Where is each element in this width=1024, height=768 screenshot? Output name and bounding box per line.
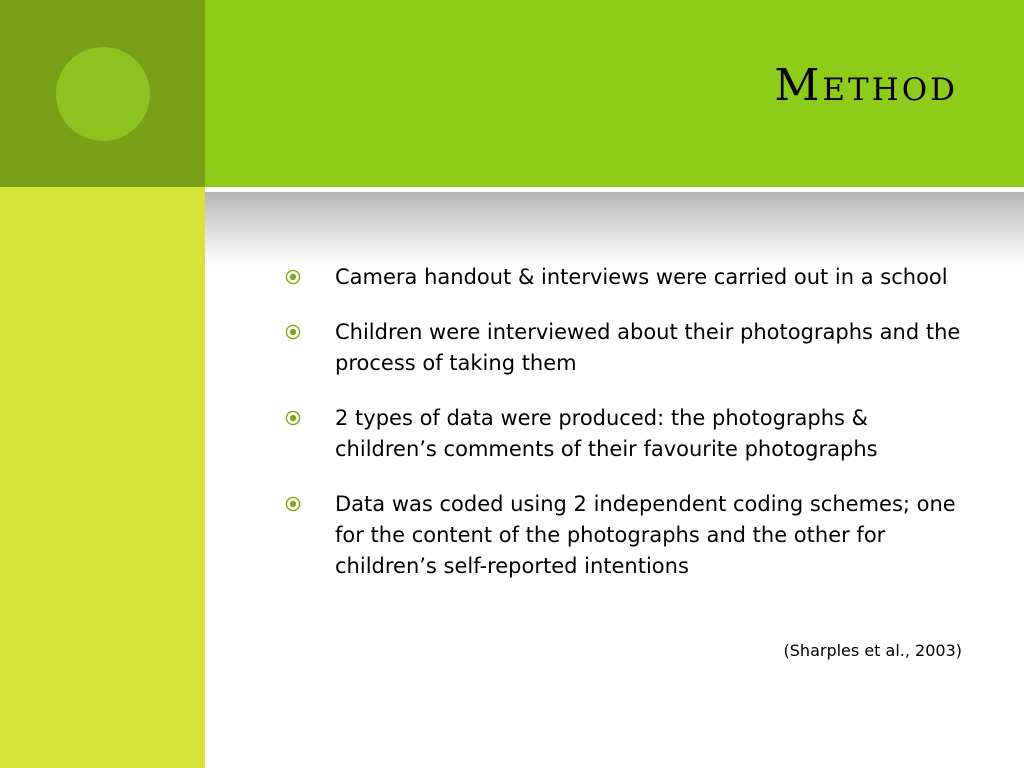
bullet-item (285, 262, 965, 293)
target-bullet-icon (285, 269, 301, 285)
decorative-circle (56, 47, 150, 141)
target-bullet-icon (285, 496, 301, 512)
target-bullet-icon (285, 410, 301, 426)
bullet-text: Camera handout & interviews were carried out in a school (335, 265, 948, 289)
slide-title: Method (774, 60, 958, 111)
target-bullet-icon (285, 324, 301, 340)
bullet-text: Data was coded using 2 independent coding schemes; one for the content of the photographs and the other for children’s self-reported intentions (335, 492, 956, 578)
bullet-text: Children were interviewed about their photographs and the process of taking them (335, 320, 961, 375)
bullet-list (285, 262, 965, 606)
shadow-band (205, 192, 1024, 267)
left-band (0, 187, 205, 768)
bullet-item (285, 403, 965, 465)
bullet-text: 2 types of data were produced: the photographs & children’s comments of their favourite photographs (335, 406, 878, 461)
bullet-item (285, 489, 965, 582)
bullet-item (285, 317, 965, 379)
citation: (Sharples et al., 2003) (783, 641, 962, 660)
